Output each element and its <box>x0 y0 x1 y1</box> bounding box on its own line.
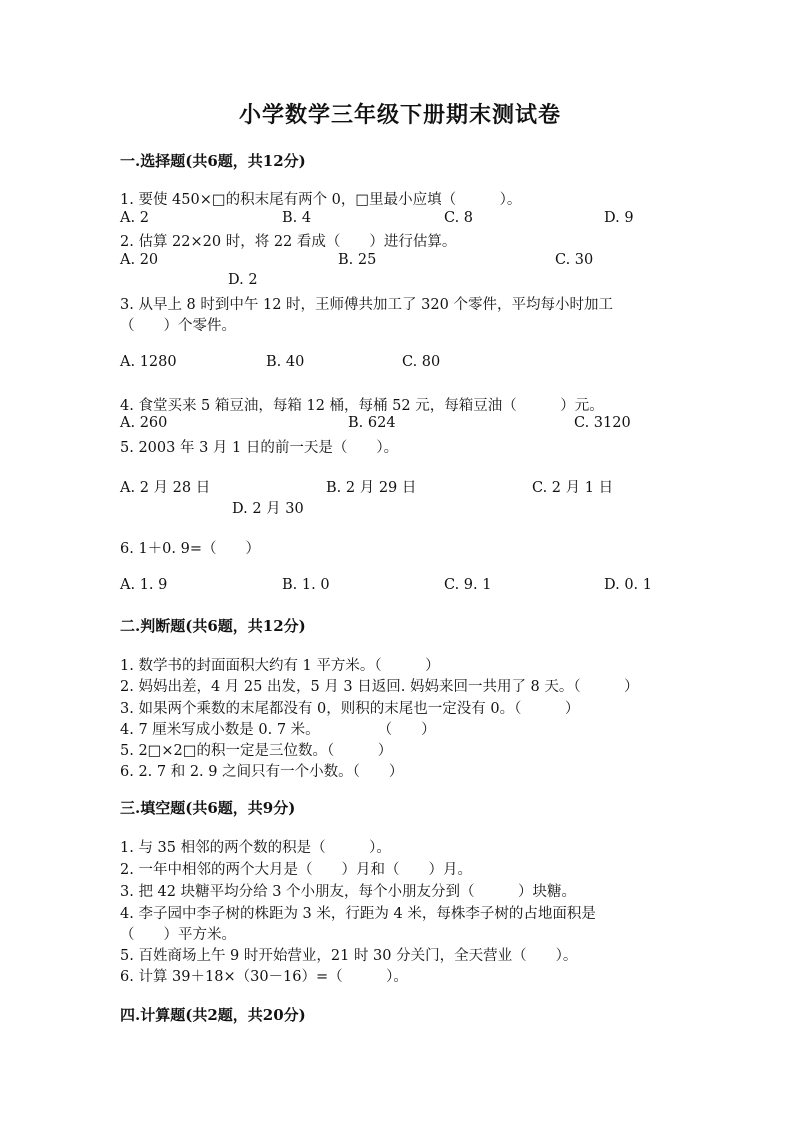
section-heading-calc: 四.计算题(共2题，共20分) <box>120 1006 306 1024</box>
option: B. 2 月 29 日 <box>326 480 417 496</box>
judge-item: 3. 如果两个乘数的末尾都没有 0，则积的末尾也一定没有 0。（ ） <box>120 701 580 717</box>
judge-item: 5. 2□×2□的积一定是三位数。（ ） <box>120 743 393 759</box>
option: C. 2 月 1 日 <box>532 480 614 496</box>
option: C. 30 <box>555 252 594 268</box>
option: A. 1. 9 <box>120 577 168 593</box>
option: A. 20 <box>120 252 159 268</box>
option: D. 2 <box>228 272 258 288</box>
option: D. 9 <box>604 210 634 226</box>
judge-item: 6. 2. 7 和 2. 9 之间只有一个小数。（ ） <box>120 764 404 780</box>
option: A. 260 <box>120 415 168 431</box>
question-text: 6. 1＋0. 9=（ ） <box>120 541 260 557</box>
section-heading-choice: 一.选择题(共6题，共12分) <box>120 152 306 170</box>
option: C. 8 <box>444 210 474 226</box>
question-text: 4. 食堂买来 5 箱豆油，每箱 12 桶，每桶 52 元，每箱豆油（ ）元。 <box>120 398 604 414</box>
option: D. 0. 1 <box>604 577 652 593</box>
question-text-continued: （ ）个零件。 <box>120 318 236 334</box>
judge-item: 2. 妈妈出差，4 月 25 出发，5 月 3 日返回. 妈妈来回一共用了 8 天。（ ） <box>120 679 639 695</box>
question-text: 3. 从早上 8 时到中午 12 时，王师傅共加工了 320 个零件，平均每小时加工 <box>120 297 613 313</box>
option: B. 4 <box>282 210 312 226</box>
option: C. 3120 <box>574 415 631 431</box>
option: B. 40 <box>266 354 305 370</box>
fill-item: 6. 计算 39＋18×（30－16）=（ ）。 <box>120 969 408 985</box>
section-heading-fill: 三.填空题(共6题，共9分) <box>120 799 296 817</box>
option: B. 1. 0 <box>282 577 330 593</box>
section-heading-judge: 二.判断题(共6题，共12分) <box>120 617 306 635</box>
fill-item: 4. 李子园中李子树的株距为 3 米，行距为 4 米，每株李子树的占地面积是 <box>120 906 596 922</box>
question-text: 2. 估算 22×20 时，将 22 看成（ ）进行估算。 <box>120 234 457 250</box>
fill-item: 5. 百姓商场上午 9 时开始营业，21 时 30 分关门，全天营业（ ）。 <box>120 948 578 964</box>
option: C. 9. 1 <box>444 577 492 593</box>
question-text: 5. 2003 年 3 月 1 日的前一天是（ ）。 <box>120 440 399 456</box>
fill-item-continued: （ ）平方米。 <box>120 927 236 943</box>
judge-item: 4. 7 厘米写成小数是 0. 7 米。 （ ） <box>120 722 436 738</box>
fill-item: 2. 一年中相邻的两个大月是（ ）月和（ ）月。 <box>120 862 472 878</box>
fill-item: 1. 与 35 相邻的两个数的积是（ ）。 <box>120 840 391 856</box>
fill-item: 3. 把 42 块糖平均分给 3 个小朋友，每个小朋友分到（ ）块糖。 <box>120 884 577 900</box>
option: A. 2 <box>120 210 149 226</box>
page-title: 小学数学三年级下册期末测试卷 <box>238 102 561 128</box>
option: C. 80 <box>402 354 441 370</box>
option: D. 2 月 30 <box>232 501 304 517</box>
option: B. 25 <box>338 252 377 268</box>
question-text: 1. 要使 450×□的积末尾有两个 0，□里最小应填（ ）。 <box>120 192 522 208</box>
option: A. 2 月 28 日 <box>120 480 211 496</box>
option: A. 1280 <box>120 354 177 370</box>
judge-item: 1. 数学书的封面面积大约有 1 平方米。（ ） <box>120 658 440 674</box>
option: B. 624 <box>348 415 396 431</box>
